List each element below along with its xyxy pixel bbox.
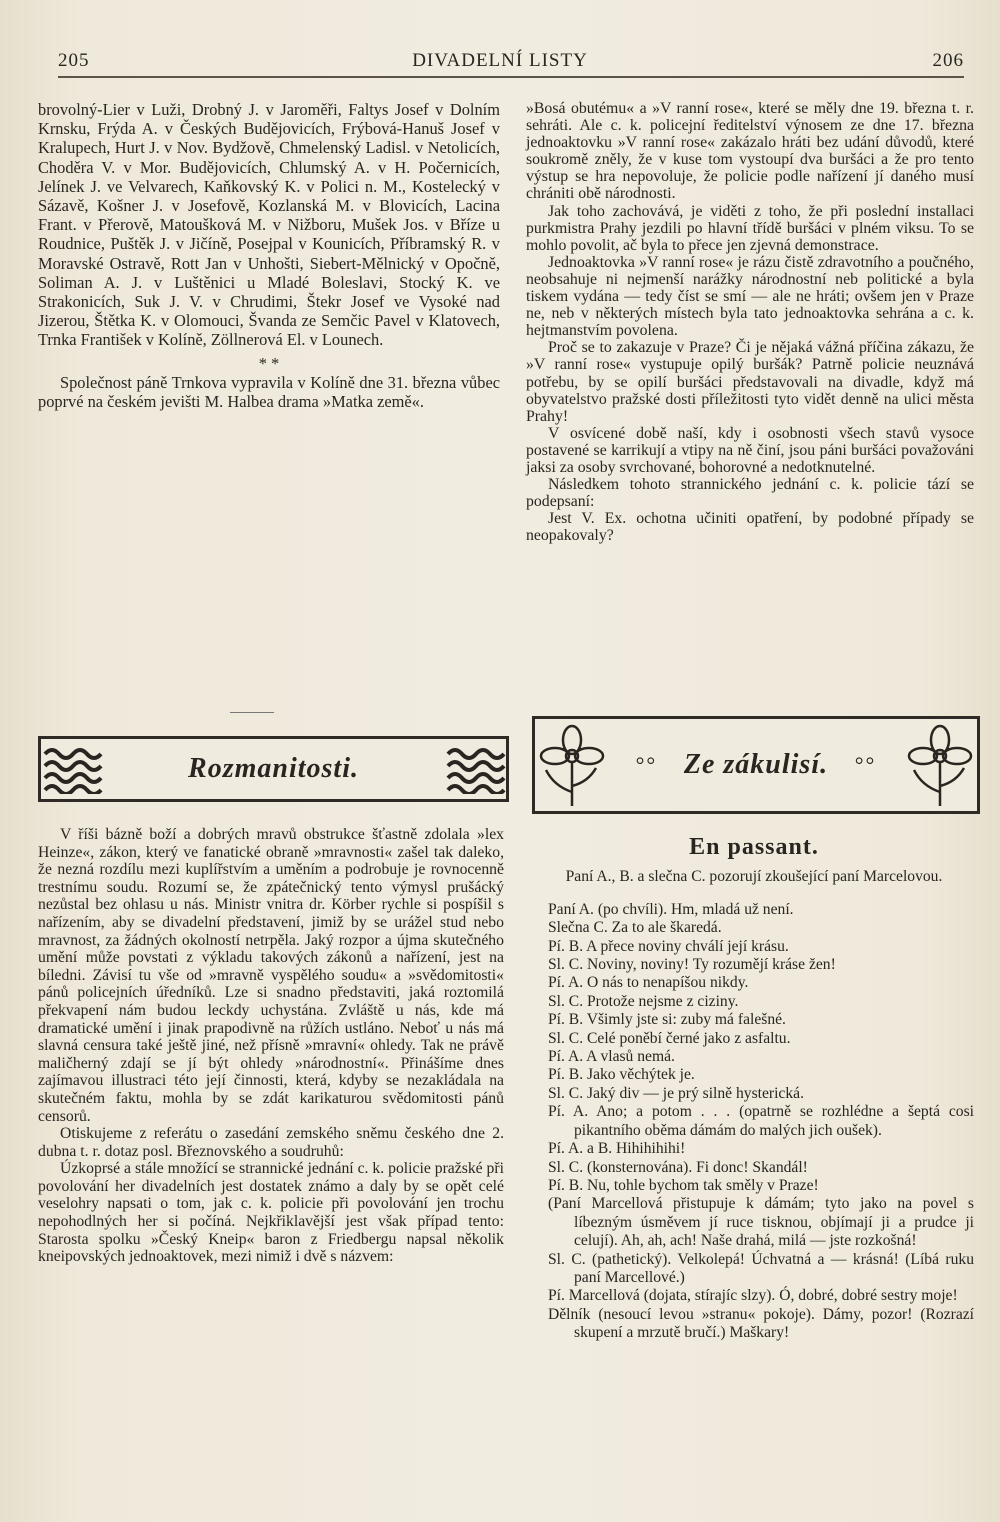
dialogue-line: Pí. A. a B. Hihihihihi! (548, 1140, 686, 1158)
dialogue-line: Sl. C. Jaký div — je prý silně hysterická. (548, 1084, 804, 1102)
header-rule (58, 76, 964, 78)
dialogue-line: Paní A. (po chvíli). Hm, mladá už není. (548, 900, 794, 918)
dialogue-line: Sl. C. (pathetický). Velkolepá! Úchvatná a — krásná! (Líbá ruku paní Marcellové.) (548, 1250, 974, 1286)
dialogue-line: Sl. C. Protože nejsme z ciziny. (548, 992, 739, 1010)
dialogue-line: Pí. B. Jako věchýtek je. (548, 1066, 695, 1084)
interpellation-p6: Následkem tohoto strannického jednání c. k. policie tází se podepsaní: (526, 476, 974, 511)
wave-ornament-icon (444, 744, 506, 794)
flower-ornament-icon (903, 722, 977, 808)
page-header (40, 44, 964, 72)
en-passant-title: En passant. (689, 834, 819, 860)
dialogue-line: Sl. C. Celé poněbí černé jako z asfaltu. (548, 1029, 791, 1047)
page-number-right: 206 (932, 50, 964, 71)
section-title-ze-zakulisi: Ze zákulisí. (683, 749, 829, 780)
dialogue-line: Dělník (nesoucí levou »stranu« pokoje). Dámy, pozor! (Rozrazí skupení a mrzutě bručí.) Maškary! (548, 1305, 974, 1342)
stars-separator: * * (258, 353, 280, 373)
section-title-rozmanitosti: Rozmanitosti. (188, 753, 359, 784)
dialogue-line: Pí. Marcellová (dojata, stírajíc slzy). Ó, dobré, dobré sestry moje! (548, 1287, 958, 1305)
actor-list-paragraph: brovolný-Lier v Luži, Drobný J. v Jaroměři, Faltys Josef v Dolním Krnsku, Frýda A. v Českých Budějovicích, Frýbová-Hanuš Josef v Kralupech, Hurt J. v Nov. Bydžově, Chmelenský Ladisl. v Netolicích, Choděra V. v Mor. Budějovicích, Chlumský A. v H. Počernicích, Jelínek J. ve Velvarech, Kaňkovský K. v Polici n. M., Kostelecký v Sázavě, Košner J. v Josefově, Kozlanská M. v Blovicích, Lacina Frant. v Přerově, Matoušková M. v Nižboru, Mušek Jos. v Bříze u Roudnice, Puštěk J. v Jičíně, Posejpal v Kounicích, Příbramský R. v Moravské Ostravě, Rott Jan v Unhošti, Siebert-Mělnický v Opočně, Soliman A. J. v Luštěnici u Mladé Boleslavi, Stocký K. ve Strakonicích, Suk J. V. v Chrudimi, Štekr Josef ve Vysoké nad Jizerou, Štětka K. v Olomouci, Švanda ze Semčic Pavel v Klatovech, Trnka František v Kolíně, Zöllnerová El. v Lounech. (38, 100, 500, 350)
left-column-top (38, 100, 500, 411)
trnka-note: Společnost páně Trnkova vypravila v Kolíně dne 31. března vůbec poprvé na českém jevišti M. Halbea drama »Matka země«. (38, 372, 500, 412)
interpellation-p7: Jest V. Ex. ochotna učiniti opatření, by podobné případy se neopakovaly? (526, 510, 974, 545)
ornament-dots: °° (854, 752, 877, 777)
interpellation-p3: Jednoaktovka »V ranní rose« je rázu čistě zdravotního a poučného, neobsahuje ni nejmenší narážky národnostní neb politické a byla tiskem vydána — tedy číst se smí — ale ne hráti; ovšem jen v Praze ne, neb v některých místech byla tato jednoaktovka sehrána a c. k. hejtmanstvím povolena. (526, 253, 974, 340)
flower-ornament-icon (535, 722, 609, 808)
dialogue-line: (Paní Marcellová přistupuje k dámám; tyto jako na povel s líbezným úsměvem jí ruce tisknou, objímají ji a prudce ji celují). Ah, ah, ach! Naše drahá, milá — jste rozkošná! (548, 1195, 974, 1250)
dialogue-line: Pí. A. A vlasů nemá. (548, 1048, 675, 1066)
short-rule (230, 712, 274, 713)
right-column-top (526, 100, 974, 544)
dialogue-line: Sl. C. (konsternována). Fi donc! Skandál! (548, 1158, 808, 1176)
interpellation-p2: Jak toho zachovává, je viděti z toho, že při poslední installaci purkmistra Prahy jezdili po hlavní třídě buršáci v plném viksu. To se mohlo povolit, ač byla to přece jen zjevná demonstrace. (526, 202, 974, 254)
lex-heinze-paragraph: V říši bázně boží a dobrých mravů obstrukce šťastně zdolala »lex Heinze«, zákon, který ve fanatické obraně »mravnosti« zašel tak daleko, že nezná rozdílu mezi kuplířstvím a uměním a podrobuje je rovnocenně trestnímu soudu. Rozumí se, že zpátečnický tento výmysl prušácký nezůstal bez ohlasu u nás. Ministr vnitra dr. Körber rychle si pospíšil s nařízením, aby se divadelní představení, jimiž by se urážel stud nebo mravnost, za žádných okolností netrpěla. Jaký rozpor a újma skutečného umění může povstati z výkladu takových zákonů a nařízení, jest na bíledni. Závisí tu vše od »mravně vyspělého soudu« a »svědomitosti« pánů policejních úředníků. Lze si snadno představiti, jaká roztomilá překvapení nám budou leckdy uchystána. Zvláště u nás, kde má dramatické umění i jinak prapodivně na růžích ustláno. Neboť u nás má slavná censura také ještě jiné, než přísně »mravní« ohledy. Tak ne právě maličherný zdají se jí být ohledy »národnostní«. Přinášíme dnes zajímavou illustraci této její činnosti, která, kdyby se nezakládala na skutečném faktu, mohla by se zdát karikaturou svědomitosti pánů censorů. (38, 826, 504, 1125)
interpellation-p4: Proč se to zakazuje v Praze? Či je nějaká vážná příčina zákazu, že »V ranní rose« vystupuje opilý buršák? Patrně policie neuznává potřebu, by se opilí buršáci představovali na divadle, když má obyvatelstvo pražské dosti příležitosti tyto vidět denně na ulici města Prahy! (526, 339, 974, 425)
wave-ornament-icon (41, 744, 103, 794)
dialogue-line: Pí. A. O nás to nenapíšou nikdy. (548, 974, 749, 992)
dialogue-line: Slečna C. Za to ale škaredá. (548, 919, 722, 937)
dotaz-paragraph: Úzkoprsé a stále množící se strannické jednání c. k. policie pražské při povolování her divadelních jest dostatek známo a daly by se opět celé veselohry napsati o tom, jak c. k. policie při povolování jen trochu nepohodlných her si počíná. Nejkřiklavější jest však případ tento: Starosta spolku »Český Kneip« baron z Friedbergu napsal několik kneipovských jednoaktovek, mezi nimiž i dvě s názvem: (38, 1160, 504, 1266)
journal-title: DIVADELNÍ LISTY (412, 50, 588, 71)
interpellation-p1: »Bosá obutému« a »V ranní rose«, které se měly dne 19. března t. r. sehráti. Ale c. k. policejní ředitelství výnosem ze dne 17. března jednoaktovku »V ranní rose« zakázalo hráti bez udání důvodů, které soukromě zněly, že v kuse tom vystoupí dva buršáci a že pro tento výstup se hra nepovoluje, že policie podle nařízení jí daného musí chrániti obě národnosti. (526, 100, 974, 203)
ze-zakulisi-banner (532, 716, 980, 814)
page-number-left: 205 (58, 50, 90, 71)
dialogue-line: Pí. B. Nu, tohle bychom tak směly v Praze! (548, 1176, 819, 1194)
dialogue-line: Pí. A. Ano; a potom . . . (opatrně se rozhlédne a šeptá cosi pikantního oběma dámám do malých jich oušek). (548, 1103, 974, 1139)
dialogue-line: Pí. B. A přece noviny chválí její krásu. (548, 937, 789, 955)
interpellation-p5: V osvícené době naší, kdy i osobnosti všech stavů vysoce postavené se karrikují a vtipy na ně činí, jsou páni buršáci považováni jaksi za osoby svrchované, bohorovné a nedotknutelné. (526, 424, 974, 476)
ornament-dots: °° (635, 752, 658, 777)
left-column-bottom (38, 826, 504, 1266)
referat-paragraph: Otiskujeme z referátu o zasedání zemského sněmu českého dne 2. dubna t. r. dotaz posl. Březnovského a soudruhů: (38, 1125, 504, 1160)
dialogue-line: Pí. B. Všimly jste si: zuby má falešné. (548, 1011, 786, 1029)
dialogue-line: Sl. C. Noviny, noviny! Ty rozumějí kráse žen! (548, 956, 836, 974)
rozmanitosti-banner (38, 736, 509, 802)
right-column-bottom (534, 834, 974, 1343)
scene-intro: Paní A., B. a slečna C. pozorují zkoušející paní Marcelovou. (565, 868, 943, 886)
